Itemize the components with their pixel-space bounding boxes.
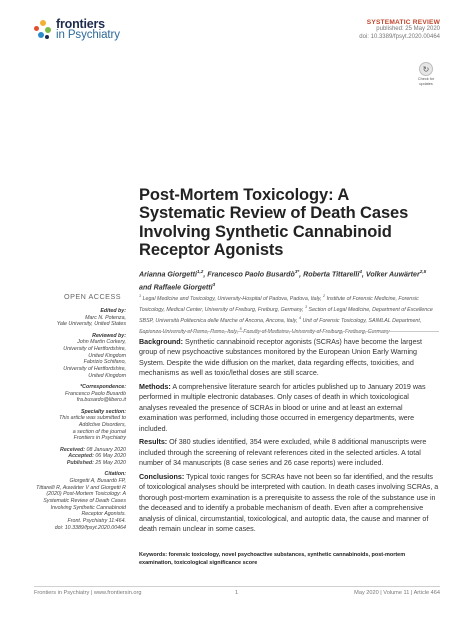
citation-line: Involving Synthetic Cannabinoid bbox=[50, 504, 126, 511]
edited-by-label: Edited by: bbox=[100, 308, 126, 314]
citation-line: Front. Psychiatry 11:464. bbox=[67, 518, 126, 525]
affil-number: 4 bbox=[298, 315, 301, 320]
published-value: 25 May 2020 bbox=[93, 460, 126, 467]
logo-journal: in Psychiatry bbox=[56, 29, 120, 41]
author-list: Arianna Giorgetti$^{1,2}$, Francesco Paolo Busardò$^{3*}$, Roberta Tittarelli$^4$, Volker Auwärter$^{2,5}$ and Raffaele Giorgetti$^3$ bbox=[139, 269, 427, 292]
published-label: Published: bbox=[66, 460, 94, 467]
abstract-conclusions bbox=[139, 472, 439, 535]
citation-line: (2020) Post-Mortem Toxicology: A bbox=[46, 491, 126, 498]
specialty-line: Addictive Disorders, bbox=[78, 422, 126, 429]
section-text: Of 380 studies identified, 354 were excluded, while 8 additional manuscripts were included through the screening of relevant references cited in the selected articles. A total number of 34 manuscripts (8 case series and 26 case reports) were included. bbox=[139, 438, 427, 468]
abstract-background bbox=[139, 337, 439, 379]
author-name[interactable]: Arianna Giorgetti bbox=[139, 270, 197, 279]
section-text: Synthetic cannabinoid receptor agonists (SCRAs) have become the largest group of new psychoactive substances monitored by the European Union Early Warning System. Despite the wide diffusion on the market, data regarding effects, toxicities, and mechanisms as well as toxic/lethal doses are still scarce. bbox=[139, 338, 422, 378]
received-value: 08 January 2020 bbox=[85, 446, 126, 453]
correspondence-email[interactable]: fra.busardo@libero.it bbox=[76, 397, 126, 404]
frontiers-logo-mark-icon bbox=[34, 20, 52, 42]
citation-line: Giorgetti A, Busardò FP, bbox=[69, 477, 126, 484]
received-date bbox=[31, 447, 126, 454]
abstract bbox=[139, 337, 439, 538]
section-label: Methods: bbox=[139, 383, 171, 391]
specialty-line: a section of the journal bbox=[72, 428, 126, 435]
specialty-line: This article was submitted to bbox=[59, 415, 126, 422]
affil-text: Unit of Forensic Toxicology, SAIMLAL Department, bbox=[302, 317, 422, 324]
accepted-value: 06 May 2020 bbox=[93, 453, 126, 460]
abstract-results bbox=[139, 437, 439, 468]
author-name[interactable]: Volker Auwärter bbox=[365, 270, 420, 279]
editor-name[interactable]: Marc N. Potenza, bbox=[85, 314, 126, 321]
frontiers-logo[interactable] bbox=[34, 19, 120, 42]
affil-number: 5 bbox=[239, 326, 242, 331]
divider bbox=[139, 331, 439, 332]
reviewed-by-label: Reviewed by: bbox=[92, 332, 126, 339]
reviewer-affiliation: University of Hertfordshire, bbox=[63, 366, 126, 373]
section-text: Typical toxic ranges for SCRAs have not been so far identified, and the results of toxicological analyses should be interpreted with caution. In death cases involving SCRAs, a thorough post-mortem examination is a prerequisite to assess the role of the substance use in the deceased and to identify a probable mechanism of death. Even after a comprehensive analysis of clinical, circumstantial, toxicological, and autoptic data, the cause and manner of death remain unclear in some cases. bbox=[139, 473, 439, 534]
reviewer-affiliation: University of Hertfordshire, bbox=[63, 346, 126, 353]
author-affil-ref: 3 bbox=[212, 281, 216, 287]
section-label: Background: bbox=[139, 338, 184, 346]
citation-label: Citation: bbox=[104, 471, 126, 478]
published-date-side bbox=[31, 460, 126, 467]
section-label: Conclusions: bbox=[139, 473, 185, 481]
author-affil-ref: 3* bbox=[294, 269, 300, 274]
citation-line: Systematic Review of Death Cases bbox=[43, 498, 126, 505]
article-type: SYSTEMATIC REVIEW bbox=[366, 19, 440, 26]
affil-number: 2 bbox=[322, 294, 326, 298]
author-affil-ref: 2,5 bbox=[419, 269, 427, 274]
author-affil-ref: 4 bbox=[359, 269, 362, 274]
reviewer-name[interactable]: Fabrizio Schifano, bbox=[83, 359, 126, 366]
keywords-label: Keywords: bbox=[139, 552, 168, 558]
article-title: Post-Mortem Toxicology: A Systematic Review of Death Cases Involving Synthetic Cannabinoid Receptor Agonists bbox=[139, 186, 409, 260]
logo-name: frontiers bbox=[56, 17, 105, 31]
citation-line: Receptor Agonists. bbox=[81, 511, 126, 518]
specialty-section-label: Specialty section: bbox=[80, 408, 126, 415]
footer-issue-info: May 2020 | Volume 11 | Article 464 bbox=[354, 590, 440, 596]
author-name[interactable]: Raffaele Giorgetti bbox=[153, 283, 213, 292]
affiliations bbox=[139, 292, 439, 336]
reviewer-name[interactable]: John Martin Corkery, bbox=[77, 339, 126, 346]
accepted-date bbox=[31, 453, 126, 460]
check-for-updates-badge[interactable] bbox=[416, 62, 436, 87]
footer-journal-link[interactable]: Frontiers in Psychiatry | www.frontiersin.org bbox=[34, 590, 142, 596]
accepted-label: Accepted: bbox=[68, 453, 94, 460]
reviewer-affiliation: United Kingdom bbox=[88, 352, 126, 359]
open-access-label: OPEN ACCESS bbox=[64, 292, 122, 301]
published-date: published: 25 May 2020 bbox=[376, 26, 440, 32]
footer-divider bbox=[34, 586, 440, 587]
article-meta bbox=[359, 19, 440, 41]
check-updates-icon: ↻ bbox=[419, 62, 433, 76]
article-doi[interactable]: doi: 10.3389/fpsyt.2020.00464 bbox=[359, 33, 440, 40]
citation-doi[interactable]: doi: 10.3389/fpsyt.2020.00464 bbox=[54, 524, 126, 531]
affil-number: 1 bbox=[139, 294, 142, 298]
section-text: A comprehensive literature search for articles published up to January 2019 was performed in multiple electronic databases. Only cases of death in which toxicological analyses revealed the presence of SCRAs in blood or urine and at least an external examination was performed, including those occurred in emergency departments, were included. bbox=[139, 383, 426, 433]
article-info-sidebar bbox=[31, 308, 126, 532]
affil-number: 3 bbox=[304, 304, 308, 309]
correspondence-name: Francesco Paolo Busardò bbox=[65, 390, 126, 397]
author-name[interactable]: Francesco Paolo Busardò bbox=[207, 270, 295, 279]
author-name[interactable]: Roberta Tittarelli bbox=[303, 270, 360, 279]
author-affil-ref: 1,2 bbox=[196, 269, 204, 274]
check-updates-line-1: Check for bbox=[417, 77, 435, 81]
affil-text: Section of Legal Medicine, Department of Excellence SBSP, Università Politecnica delle Marche of Ancona, Ancona, Italy, bbox=[139, 306, 433, 324]
specialty-line: Frontiers in Psychiatry bbox=[73, 435, 126, 442]
check-updates-line-2: updates bbox=[419, 82, 433, 87]
keywords-text: forensic toxicology, novel psychoactive substances, synthetic cannabinoids, post-mortem examination, toxicological significance score bbox=[139, 552, 406, 567]
correspondence-label: *Correspondence: bbox=[80, 384, 126, 391]
editor-affiliation: Yale University, United States bbox=[56, 321, 126, 328]
affil-text: Institute of Forensic Medicine, Forensic Toxicology, Medical Center, University of Freiburg, Freiburg, Germany, bbox=[139, 295, 419, 313]
citation-line: Tittarelli R, Auwärter V and Giorgetti R bbox=[36, 484, 126, 491]
reviewer-affiliation: United Kingdom bbox=[88, 372, 126, 379]
section-label: Results: bbox=[139, 438, 168, 447]
received-label: Received: bbox=[60, 446, 86, 453]
page-number: 1 bbox=[235, 590, 239, 596]
keywords bbox=[139, 551, 439, 567]
abstract-methods bbox=[139, 382, 439, 434]
affil-text: Legal Medicine and Toxicology, University-Hospital of Padova, Padova, Italy, bbox=[141, 295, 323, 302]
